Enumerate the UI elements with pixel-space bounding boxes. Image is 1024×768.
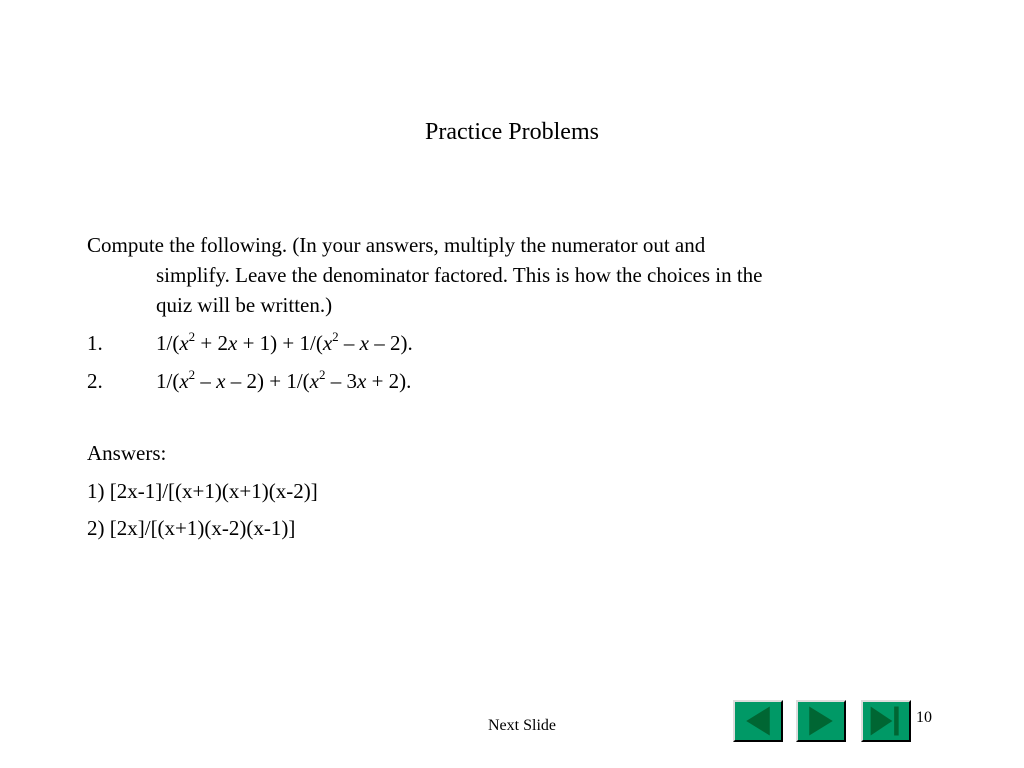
problem-number: 2.	[87, 369, 103, 393]
slide-title: Practice Problems	[425, 119, 599, 145]
next-icon	[798, 702, 844, 740]
answers-heading: Answers:	[87, 441, 167, 465]
answer-1: 1) [2x-1]/[(x+1)(x+1)(x-2)]	[87, 479, 318, 503]
previous-slide-button[interactable]	[733, 700, 783, 742]
instructions-line-2: simplify. Leave the denominator factored. This is how the choices in the	[156, 263, 763, 287]
previous-icon	[735, 702, 781, 740]
problem-number: 1.	[87, 331, 103, 355]
answer-2: 2) [2x]/[(x+1)(x-2)(x-1)]	[87, 516, 296, 540]
next-slide-link[interactable]: Next Slide	[488, 717, 556, 734]
page-number: 10	[916, 709, 932, 726]
instructions	[87, 230, 763, 320]
problem-1	[87, 328, 413, 358]
problem-2	[87, 366, 411, 396]
problem-expression: $1/(x^2 + 2x + 1) + 1/(x^2 - x - 2)$.	[156, 329, 413, 355]
instructions-line-3: quiz will be written.)	[156, 293, 333, 317]
next-slide-button[interactable]	[796, 700, 846, 742]
problem-expression: $1/(x^2 - x - 2) + 1/(x^2 - 3x + 2)$.	[156, 367, 412, 393]
instructions-line-1: Compute the following. (In your answers, multiply the numerator out and	[87, 233, 706, 257]
last-slide-icon	[863, 702, 909, 740]
last-slide-button[interactable]	[861, 700, 911, 742]
